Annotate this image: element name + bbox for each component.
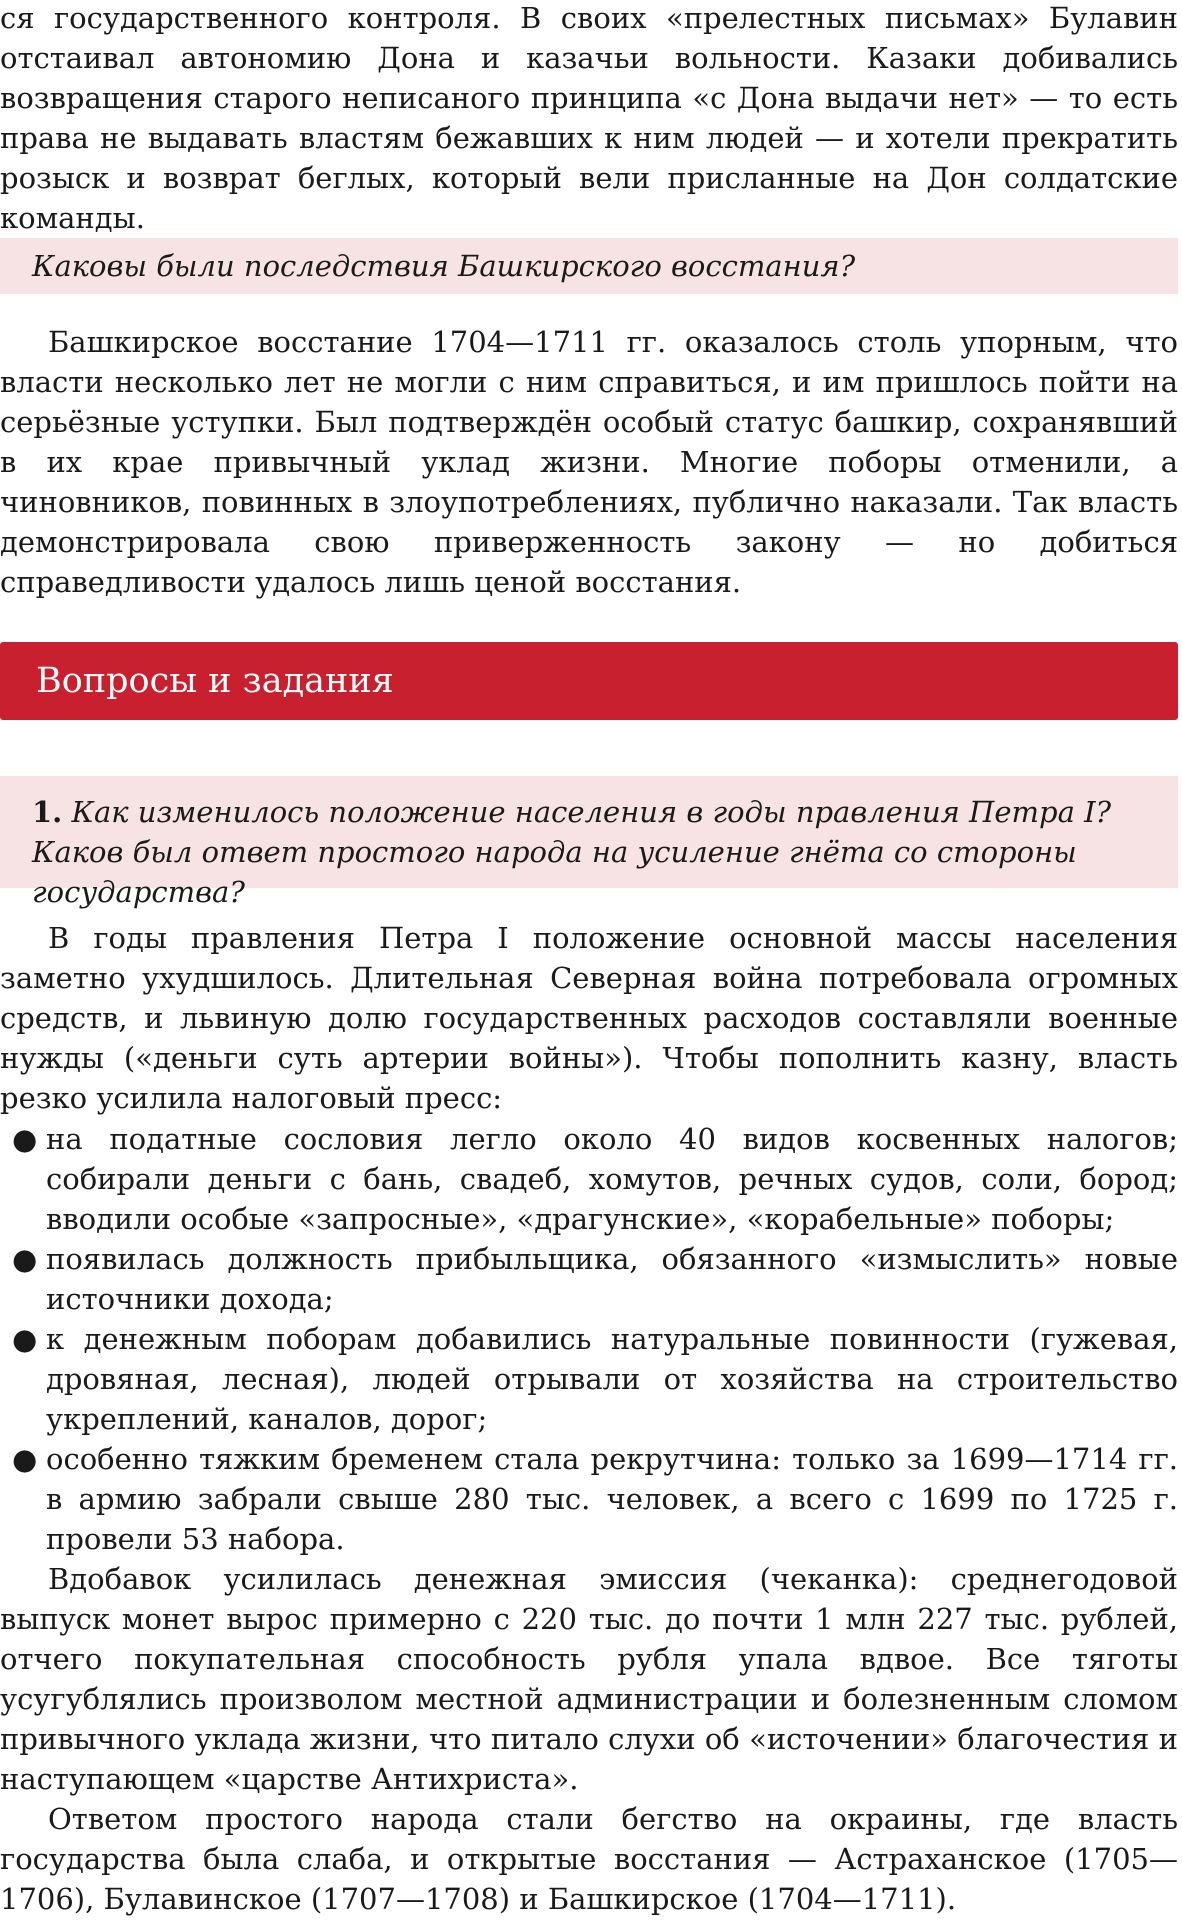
tax-burden-list	[0, 1119, 1178, 1559]
list-item-text: особенно тяжким бременем стала рекрутчина: только за 1699—1714 гг. в армию забрали свыше 280 тыс. человек, а всего с 1699 по 1725 г. провели 53 набора.	[46, 1442, 1178, 1556]
answer-bashkir-paragraph: Башкирское восстание 1704—1711 гг. оказалось столь упорным, что власти несколько лет не могли с ним справиться, и им пришлось пойти на серьёзные уступки. Был подтверждён особый статус башкир, сохранявший в их крае привычный уклад жизни. Многие поборы отменили, а чиновников, повинных в злоупотреблениях, публично наказали. Так власть демонстрировала свою приверженность закону — но добиться справедливости удалось лишь ценой восстания.	[0, 325, 1178, 599]
list-item-text: на податные сословия легло около 40 видов косвенных налогов; собирали деньги с бань, свадеб, хомутов, речных судов, соли, бород; вводили особые «запросные», «драгунские», «корабельные» поборы;	[46, 1122, 1178, 1236]
bullet-icon: ●	[12, 1242, 38, 1276]
bullet-icon: ●	[12, 1442, 38, 1476]
section-header-questions	[0, 642, 1178, 720]
answer-1-paragraph-2: Вдобавок усилилась денежная эмиссия (чеканка): среднегодовой выпуск монет вырос примерно с 220 тыс. до почти 1 млн 227 тыс. рублей, отчего покупательная способность рубля упала вдвое. Все тяготы усугублялись произволом местной администрации и болезненным сломом привычного уклада жизни, что питало слухи об «источении» благочестия и наступающем «царстве Антихриста».	[0, 1562, 1178, 1796]
question-box-1	[0, 776, 1178, 909]
question-text: Каковы были последствия Башкирского восстания?	[32, 249, 856, 283]
question-text: Как изменилось положение населения в годы правления Петра I? Каков был ответ простого народа на усиление гнёта со стороны государства?	[32, 795, 1112, 909]
answer-1-paragraph-1: В годы правления Петра I положение основной массы населения заметно ухудшилось. Длительная Северная война потребовала огромных средств, и львиную долю государственных расходов составляли военные нужды («деньги суть артерии войны»). Чтобы пополнить казну, власть резко усилила налоговый пресс:	[0, 921, 1178, 1115]
answer-1-paragraph-3: Ответом простого народа стали бегство на окраины, где власть государства была слаба, и открытые восстания — Астраханское (1705—1706), Булавинское (1707—1708) и Башкирское (1704—1711).	[0, 1802, 1178, 1916]
section-title: Вопросы и задания	[36, 661, 394, 701]
bullet-icon: ●	[12, 1322, 38, 1356]
intro-paragraph: ся государственного контроля. В своих «прелестных письмах» Булавин отстаивал автономию Дона и казачьи вольности. Казаки добивались возвращения старого неписаного принципа «с Дона выдачи нет» — то есть права не выдавать властям бежавших к ним людей — и хотели прекратить розыск и возврат беглых, который вели присланные на Дон солдатские команды.	[0, 1, 1178, 235]
list-item	[0, 1119, 1178, 1239]
question-number: 1.	[32, 795, 63, 829]
question-box-bashkir	[0, 238, 1178, 294]
list-item	[0, 1319, 1178, 1439]
list-item-text: к денежным поборам добавились натуральные повинности (гужевая, дровяная, лесная), людей отрывали от хозяйства на строительство укреплений, каналов, дорог;	[46, 1322, 1178, 1436]
list-item	[0, 1439, 1178, 1559]
list-item	[0, 1239, 1178, 1319]
list-item-text: появилась должность прибыльщика, обязанного «измыслить» новые источники дохода;	[46, 1242, 1178, 1316]
bullet-icon: ●	[12, 1122, 38, 1156]
